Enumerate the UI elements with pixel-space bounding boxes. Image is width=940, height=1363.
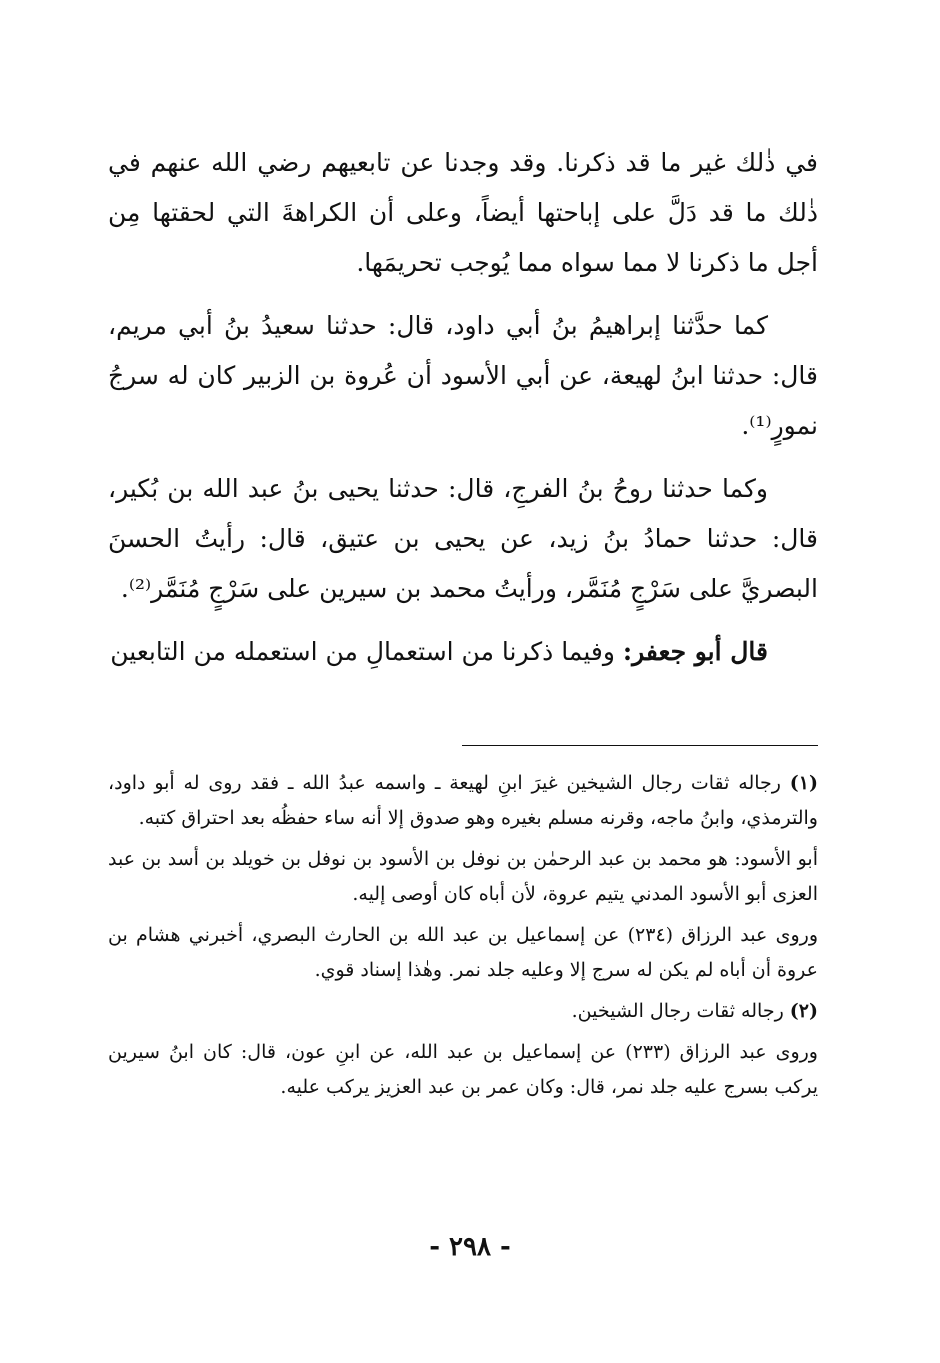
footnotes xyxy=(108,766,818,1111)
speaker-label: قال أبو جعفر: xyxy=(622,637,768,666)
footnote-1-continuation-a xyxy=(108,842,818,912)
paragraph-3: وكما حدثنا روحُ بنُ الفرجِ، قال: حدثنا يحيى بنُ عبد الله بن بُكير، قال: حدثنا حمادُ بنُ زيد، عن يحيى بن عتيق، قال: رأيتُ الحسنَ البصريَّ على سَرْجٍ مُنَمَّر، ورأيتُ محمد بن سيرين على سَرْجٍ مُنَمَّر⁽²⁾. xyxy=(108,474,818,603)
footnote-1-continuation-b xyxy=(108,918,818,988)
footnote-2 xyxy=(108,994,818,1029)
footnote-1 xyxy=(108,766,818,836)
footnote-marker: (٢) xyxy=(789,1000,818,1022)
footnote-text: رجاله ثقات رجال الشيخين غيرَ ابنِ لهيعة ـ واسمه عبدُ الله ـ فقد روى له أبو داود، والترمذي، وابنُ ماجه، وقرنه مسلم بغيره وهو صدوق إلا أنه ساء حفظُه بعد احتراق كتبه. xyxy=(108,772,818,829)
footnote-text: وروى عبد الرزاق (٢٣٣) عن إسماعيل بن عبد الله، عن ابنِ عون، قال: كان ابنُ سيرين يركب بسرج عليه جلد نمر، قال: وكان عمر بن عبد العزيز يركب عليه. xyxy=(108,1041,818,1098)
footnote-text: رجاله ثقات رجال الشيخين. xyxy=(571,1000,790,1022)
paragraph-4 xyxy=(108,627,818,677)
paragraph-2: كما حدَّثنا إبراهيمُ بنُ أبي داود، قال: حدثنا سعيدُ بنُ أبي مريم، قال: حدثنا ابنُ لهيعة، عن أبي الأسود أن عُروة بن الزبير كان له سرجُ نمورٍ⁽¹⁾. xyxy=(108,311,818,440)
page-number: - ٢٩٨ - xyxy=(429,1232,511,1262)
footnote-text: وروى عبد الرزاق (٢٣٤) عن إسماعيل بن عبد الله بن الحارث البصري، أخبرني هشام بن عروة أن أباه لم يكن له سرج إلا وعليه جلد نمر. وهٰذا إسناد قوي. xyxy=(108,924,818,981)
main-text xyxy=(108,138,818,690)
paragraph-1: في ذٰلك غير ما قد ذكرنا. وقد وجدنا عن تابعيهم رضي الله عنهم في ذٰلك ما قد دَلَّ على إباحتها أيضاً، وعلى أن الكراهةَ التي لحقتها مِن أجل ما ذكرنا لا مما سواه مما يُوجب تحريمَها. xyxy=(108,148,818,277)
footnote-marker: (١) xyxy=(789,772,818,794)
footnote-text: أبو الأسود: هو محمد بن عبد الرحمٰن بن نوفل بن الأسود بن نوفل بن خويلد بن أسد بن عبد العزى أبو الأسود المدني يتيم عروة، لأن أباه كان أوصى إليه. xyxy=(108,848,818,905)
paragraph-4-text: وفيما ذكرنا من استعمالِ من استعمله من التابعين xyxy=(110,637,623,666)
footnote-divider xyxy=(462,745,818,746)
footnote-2-continuation xyxy=(108,1035,818,1105)
